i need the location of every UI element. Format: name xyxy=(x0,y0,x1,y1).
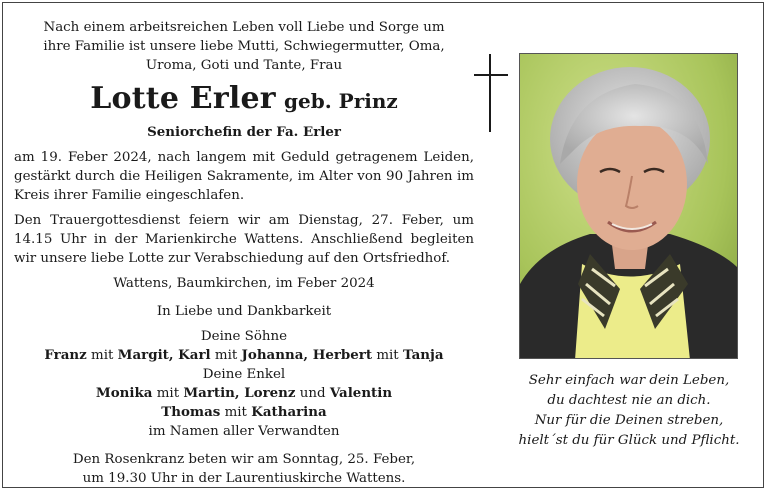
connector: mit xyxy=(224,405,247,420)
memorial-verse xyxy=(506,371,752,451)
sons-heading: Deine Söhne xyxy=(200,329,288,344)
portrait-photo xyxy=(519,53,738,359)
verse-line-4: hielt´st du für Glück und Pflicht. xyxy=(518,433,740,448)
deceased-name: Lotte Erler xyxy=(90,81,276,116)
verse-line-2: du dachtest nie an dich. xyxy=(547,393,711,408)
cross-icon xyxy=(474,54,508,132)
place-date: Wattens, Baumkirchen, im Feber 2024 xyxy=(113,276,375,291)
cross-vertical xyxy=(489,54,491,132)
intro-line-2: ihre Familie ist unsere liebe Mutti, Schwiegermutter, Oma, xyxy=(43,39,445,54)
intro-line-1: Nach einem arbeitsreichen Leben voll Liebe und Sorge um xyxy=(43,20,445,35)
deceased-name-line xyxy=(14,81,474,123)
connector: und xyxy=(299,386,326,401)
verse-line-3: Nur für die Deinen streben, xyxy=(534,413,724,428)
relatives-line: im Namen aller Verwandten xyxy=(148,424,340,439)
death-paragraph: am 19. Feber 2024, nach langem mit Geduld getragenem Leiden, gestärkt durch die Heiligen Sakramente, im Alter von 90 Jahren im Kreis ihrer Familie eingeschlafen. xyxy=(14,150,474,203)
grandchildren-line-1 xyxy=(14,384,474,403)
cross-horizontal xyxy=(474,74,508,76)
notice-text xyxy=(14,18,474,488)
sons-line xyxy=(14,346,474,365)
grandchildren-heading: Deine Enkel xyxy=(202,367,286,382)
grandchild-monika: Monika xyxy=(95,385,153,401)
martin-lorenz: Martin, Lorenz xyxy=(183,385,296,401)
connector: mit xyxy=(214,348,238,363)
valentin: Valentin xyxy=(329,385,393,401)
love-line: In Liebe und Dankbarkeit xyxy=(156,304,332,319)
son-franz: Franz xyxy=(44,347,87,363)
connector: mit xyxy=(376,348,399,363)
birth-name: geb. Prinz xyxy=(284,89,398,113)
rosary-line-1: Den Rosenkranz beten wir am Sonntag, 25. Feber, xyxy=(72,452,416,467)
connector: mit xyxy=(156,386,180,401)
grandchildren-line-2 xyxy=(14,403,474,422)
rosary-line-2: um 19.30 Uhr in der Laurentiuskirche Wattens. xyxy=(82,471,406,486)
portrait-illustration xyxy=(520,54,738,359)
katharina: Katharina xyxy=(251,404,327,420)
margit-karl: Margit, Karl xyxy=(117,347,211,363)
intro-line-3: Uroma, Goti und Tante, Frau xyxy=(145,58,343,73)
deceased-role: Seniorchefin der Fa. Erler xyxy=(147,124,341,140)
connector: mit xyxy=(91,348,114,363)
verse-line-1: Sehr einfach war dein Leben, xyxy=(528,373,730,388)
grandchild-thomas: Thomas xyxy=(161,404,221,420)
tanja: Tanja xyxy=(402,347,444,363)
johanna-herbert: Johanna, Herbert xyxy=(241,347,373,363)
service-paragraph: Den Trauergottesdienst feiern wir am Dienstag, 27. Feber, um 14.15 Uhr in der Marienkirche Wattens. Anschließend begleiten wir unsere liebe Lotte zur Verabschiedung auf den Ortsfriedhof. xyxy=(14,213,474,266)
